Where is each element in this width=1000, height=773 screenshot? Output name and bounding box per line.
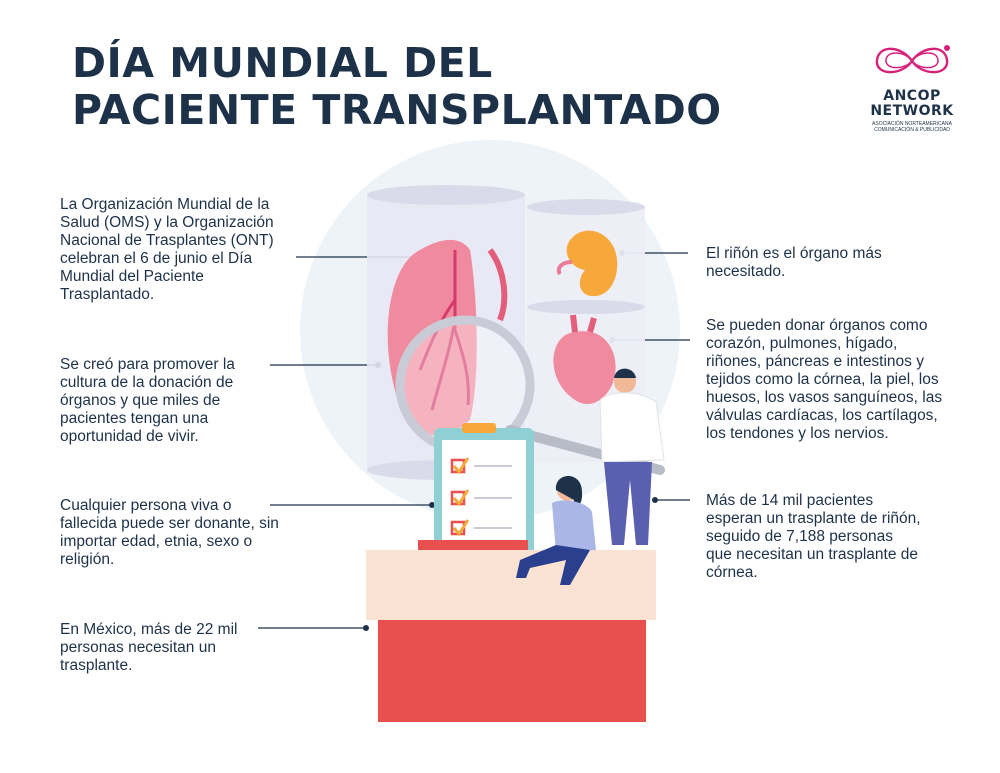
fact-kidney: El riñón es el órgano más necesitado. — [706, 245, 882, 280]
fact-donatable-organs: Se pueden donar órganos como corazón, pulmones, hígado, riñones, páncreas e intestinos y tejidos como la córnea, la piel, los huesos, los vasos sanguíneos, las válvulas cardíacas, los cartílagos, los tendones y los nervios. — [706, 317, 943, 442]
logo-subtitle: ASOCIACIÓN NORTEAMERICANA COMUNICACIÓN & PUBLICIDAD — [872, 121, 952, 133]
fact-waiting-patients: Más de 14 mil pacientes esperan un trasplante de riñón, seguido de 7,188 personas que necesitan un trasplante de córnea. — [706, 492, 921, 581]
title-line-2: PACIENTE TRANSPLANTADO — [72, 86, 722, 134]
fact-purpose: Se creó para promover la cultura de la donación de órganos y que miles de pacientes tengan una oportunidad de vivir. — [60, 356, 235, 445]
fact-oms-ont: La Organización Mundial de la Salud (OMS) y la Organización Nacional de Trasplantes (ONT) celebran el 6 de junio el Día Mundial del Paciente Trasplantado. — [60, 196, 274, 303]
logo-word-ancop: ANCOP — [883, 88, 941, 104]
title-line-1: DÍA MUNDIAL DEL — [72, 39, 493, 87]
pedestal — [366, 540, 656, 722]
fact-any-donor: Cualquier persona viva o fallecida puede ser donante, sin importar edad, etnia, sexo o religión. — [60, 497, 279, 568]
logo-word-network: NETWORK — [870, 103, 954, 119]
fact-mexico: En México, más de 22 mil personas necesitan un trasplante. — [60, 621, 238, 674]
